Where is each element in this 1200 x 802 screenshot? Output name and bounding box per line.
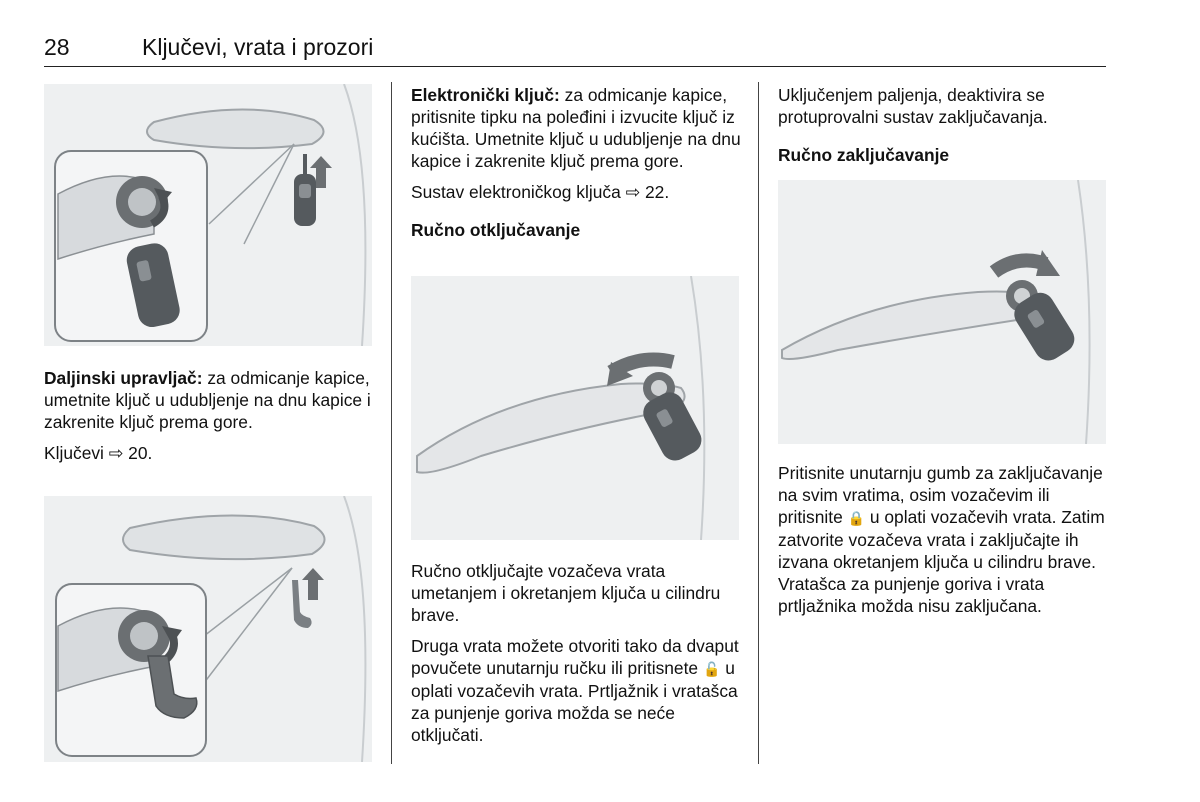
column-2-text-bottom [411,560,747,755]
page-ref-arrow-icon: ⇨ [625,182,641,202]
manual-lock-text-b: u oplati vozačevih vrata. Zatim zatvorite vozačeva vrata i zaključajte ih izvana okretanjem ključa u cilindru brave. Vratašca za punjenje goriva i vrata prtljažnika možda nisu zaključana. [778,507,1105,616]
ignition-paragraph: Uključenjem paljenja, deaktivira se protuprovalni sustav zaključavanja. [778,85,1048,127]
other-doors-text-a: Druga vrata možete otvoriti tako da dvaput povučete unutarnju ručku ili pritisnete [411,636,739,678]
manual-unlock-heading: Ručno otključavanje [411,220,581,240]
lock-icon: 🔒 [847,510,866,526]
column-1-text [44,367,376,473]
column-3-text-bottom [778,462,1108,626]
electronic-key-reference-text: Sustav elektroničkog ključa [411,182,626,202]
electronic-key-desc: za odmicanje kapice, pritisnite tipku na poleđini i izvucite ključ iz kućišta. Umetnite ključ u udubljenje na dnu kapice i zakrenite ključ prema gore. [411,85,741,171]
remote-key-paragraph [44,367,376,433]
column-3-text-top [778,84,1108,178]
remote-key-desc: za odmicanje kapice, umetnite ključ u udubljenje na dnu kapice i zakrenite ključ prema gore. [44,368,371,432]
manual-unlock-figure [411,276,739,540]
manual-lock-heading: Ručno zaključavanje [778,145,950,165]
manual-lock-text-a: Pritisnite unutarnju gumb za zaključavanje na svim vratima, osim vozačevim ili pritisnite [778,463,1103,527]
electronic-key-reference-page: 22. [640,182,670,202]
column-divider-1 [391,82,392,764]
electronic-key-door-handle-figure [44,496,372,762]
unlock-icon: 🔓 [702,661,721,677]
manual-lock-paragraph [778,462,1108,617]
electronic-key-paragraph [411,84,743,172]
other-doors-text-b: u oplati vozačevih vrata. Prtljažnik i vratašca za punjenje goriva možda se neće otključati. [411,658,738,745]
electronic-key-term: Elektronički ključ: [411,85,560,105]
page-ref-arrow-icon: ⇨ [108,443,124,463]
keys-reference[interactable] [44,442,376,464]
remote-key-term: Daljinski upravljač: [44,368,203,388]
page-number: 28 [44,34,70,60]
column-2-text-top [411,84,743,253]
keys-reference-page: 20. [123,443,153,463]
column-divider-2 [758,82,759,764]
page-header [44,34,1106,67]
manual-unlock-paragraph: Ručno otključajte vozačeva vrata umetanjem i okretanjem ključa u cilindru brave. [411,561,721,625]
manual-lock-figure [778,180,1106,444]
keys-reference-text: Ključevi [44,443,109,463]
other-doors-paragraph [411,635,747,746]
chapter-title: Ključevi, vrata i prozori [142,34,374,60]
remote-key-door-handle-figure [44,84,372,346]
electronic-key-reference[interactable] [411,181,743,203]
